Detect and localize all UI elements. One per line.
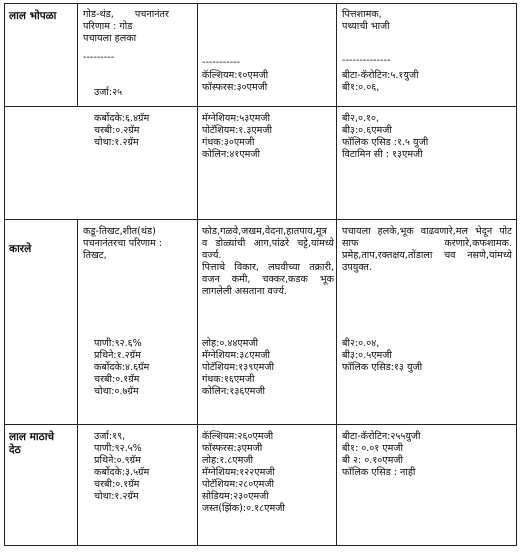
nutrient-value: चरबी:०.१ग्रॅम xyxy=(94,479,140,490)
table-border-top xyxy=(4,3,517,4)
column-divider xyxy=(516,3,517,546)
nutrient-value: सोडियम:२३०एमजी xyxy=(202,491,269,502)
nutrient-value: चोथा:०.७ग्रॅम xyxy=(94,386,139,397)
nutrient-value: कर्बोदके:३.५ग्रॅम xyxy=(94,467,150,478)
nutrient-value: बी१: ०.०१ एमजी xyxy=(342,443,403,454)
nutrient-value: बीटा-कॅरोटिन:५.१युजी xyxy=(342,70,419,81)
nutrient-value: प्रथिने:०.९ग्रॅम xyxy=(94,455,141,466)
nutrient-value: फॉलिक एसिड :१.५ युजी xyxy=(342,137,429,148)
row-divider xyxy=(4,219,517,220)
nutrient-value: बी२:०.०४, xyxy=(342,338,380,349)
row-name: कारले xyxy=(9,243,32,255)
nutrient-value: फॉस्फरस:३एमजी xyxy=(202,443,263,454)
benefit-text: पचायला हलके,भूक वाढवणारे,मल भेदून पोट साफ करणारे,कफशामक. प्रमेह,ताप,रक्तक्षय,तोंडाला चव नसणे,यांमध्ये उपयुक्त. xyxy=(342,226,512,273)
nutrient-value: फॉलिक एसिड:१३ युजी xyxy=(342,362,423,373)
row-name: लाल माठाचे xyxy=(9,431,55,443)
property-text: पित्तशामक, xyxy=(342,9,382,20)
column-divider xyxy=(336,3,337,546)
column-divider xyxy=(77,3,78,106)
nutrient-value: चोथा:१.२ग्रॅम xyxy=(94,491,139,502)
nutrient-value: बी१:०.०६, xyxy=(342,82,380,93)
row-name: देठ xyxy=(9,444,21,456)
nutrient-value: बीटा-कॅरोटिन:२५५युजी xyxy=(342,431,421,442)
nutrient-value: कोलिन:४१एमजी xyxy=(202,149,261,160)
nutrient-value: पाणी:९२.६% xyxy=(94,338,142,349)
nutrient-value: कर्बोदके:४.६ग्रॅम xyxy=(94,362,150,373)
property-text: गोड-थंड, पचनानंतर xyxy=(83,9,169,20)
nutrient-value: विटामिन सी : १३एमजी xyxy=(342,149,423,160)
column-divider xyxy=(77,219,78,545)
nutrient-value: कर्बोदके:६.४ग्रॅम xyxy=(94,113,150,124)
nutrient-value: जस्त(झिंक):०.१८एमजी xyxy=(202,503,285,514)
property-text: कडू-तिखट,शीत(थंड) xyxy=(83,226,156,237)
contraindication-text: पित्ताचे विकार, लघवीच्या तक्रारी, वजन कमी, चक्कर,कडक भूक लागलेली असताना वर्ज्य. xyxy=(202,262,334,297)
row-name: लाल भोपळा xyxy=(9,10,57,22)
nutrient-value: उर्जा:२५ xyxy=(94,87,123,98)
nutrient-value: लोह:०.४४एमजी xyxy=(202,338,258,349)
nutrient-value: गंधक:१६एमजी xyxy=(202,374,255,385)
column-divider xyxy=(197,3,198,546)
table-border-bottom xyxy=(4,545,517,546)
row-divider xyxy=(4,106,517,107)
separator-text: ----------- xyxy=(202,57,241,68)
nutrient-value: मॅग्नेशियम:३८एमजी xyxy=(202,350,270,361)
column-divider xyxy=(4,3,5,546)
nutrient-value: चोथा:१.२ग्रॅम xyxy=(94,137,139,148)
nutrient-value: चरबी:०.२ग्रॅम xyxy=(94,125,140,136)
separator-text: -------------- xyxy=(342,55,391,66)
nutrient-value: पोटॅशियम:१.३एमजी xyxy=(202,125,272,136)
nutrient-value: लोह:१.८एमजी xyxy=(202,455,253,466)
property-text: पथ्याची भाजी xyxy=(342,21,390,32)
row-divider xyxy=(4,424,517,425)
nutrient-value: मॅग्नेशियम:१२२एमजी xyxy=(202,467,275,478)
nutrient-value: पोटॅशियम:१३९एमजी xyxy=(202,362,274,373)
nutrient-value: फॉलिक एसिड : नाही xyxy=(342,467,416,478)
nutrient-value: चरबी:०.१ग्रॅम xyxy=(94,374,140,385)
separator-text: --------- xyxy=(83,52,115,63)
property-text: पचायला हलका xyxy=(83,33,137,44)
nutrient-value: मॅग्नेशियम:५३एमजी xyxy=(202,113,270,124)
nutrient-value: प्रथिने:१.२ग्रॅम xyxy=(94,350,141,361)
nutrient-value: गंधक:३०एमजी xyxy=(202,137,255,148)
property-text: पचनानंतरचा परिणाम : xyxy=(83,238,162,249)
nutrient-value: पोटॅशियम:२८०एमजी xyxy=(202,479,274,490)
nutrient-value: कॅल्शियम:२६०एमजी xyxy=(202,431,274,442)
nutrient-value: बी३:०.५एमजी xyxy=(342,350,392,361)
nutrient-value: कॅल्शियम:१०एमजी xyxy=(202,70,269,81)
nutrient-value: बी २: ०.१०एमजी xyxy=(342,455,403,466)
nutrient-value: कोलिन:१३६एमजी xyxy=(202,386,266,397)
nutrient-value: बी२,०.१०, xyxy=(342,113,380,124)
contraindication-text: फोड,गळवे,जखम,वेदना,हातपाय,मूत्र व डोळ्यांची आग,पांढरे चट्टे,यांमध्ये वर्ज्य. xyxy=(202,226,334,261)
nutrient-value: बी३:०.६एमजी xyxy=(342,125,392,136)
property-text: परिणाम : गोड xyxy=(83,21,133,32)
nutrient-value: फॉस्फरस:३०एमजी xyxy=(202,82,268,93)
nutrient-value: उर्जा:१९, xyxy=(94,431,126,442)
property-text: तिखट, xyxy=(83,250,107,261)
nutrient-value: पाणी:९२.५% xyxy=(94,443,142,454)
